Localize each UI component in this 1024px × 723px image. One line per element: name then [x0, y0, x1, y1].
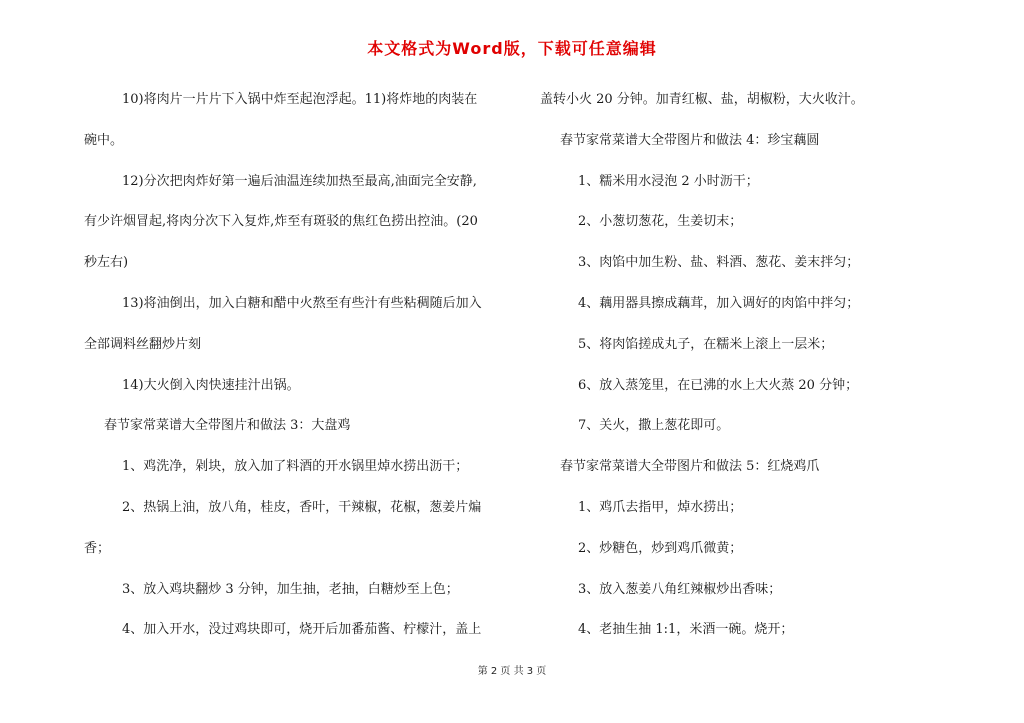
text-line: 1、糯米用水浸泡 2 小时沥干； — [578, 173, 759, 189]
text-line: 有少许烟冒起,将肉分次下入复炸,炸至有斑驳的焦红色捞出控油。(20 — [84, 214, 478, 230]
section-heading: 春节家常菜谱大全带图片和做法 5：红烧鸡爪 — [560, 459, 820, 475]
text-line: 香； — [84, 540, 111, 556]
text-line: 1、鸡洗净，剁块，放入加了料酒的开水锅里焯水捞出沥干； — [122, 459, 469, 475]
document-header-title: 本文格式为Word版，下载可任意编辑 — [367, 39, 657, 58]
right-text-column — [540, 80, 880, 651]
text-line: 13)将油倒出，加入白糖和醋中火熬至有些汁有些粘稠随后加入 — [122, 295, 482, 311]
text-line: 2、炒糖色，炒到鸡爪微黄； — [578, 540, 743, 556]
text-line: 碗中。 — [84, 132, 124, 148]
text-line: 14)大火倒入肉快速挂汁出锅。 — [122, 377, 300, 393]
text-line: 3、放入鸡块翻炒 3 分钟，加生抽，老抽，白糖炒至上色； — [122, 581, 459, 597]
text-line: 4、藕用器具擦成藕茸，加入调好的肉馅中拌匀； — [578, 295, 860, 311]
text-line: 7、关火，撒上葱花即可。 — [578, 418, 730, 434]
text-line: 2、小葱切葱花，生姜切末； — [578, 214, 743, 230]
section-heading: 春节家常菜谱大全带图片和做法 3：大盘鸡 — [104, 418, 351, 434]
text-line: 4、加入开水，没过鸡块即可，烧开后加番茄酱、柠檬汁，盖上 — [122, 622, 482, 638]
left-text-column — [84, 80, 504, 651]
text-line: 2、热锅上油，放八角，桂皮，香叶，干辣椒，花椒，葱姜片煸 — [122, 499, 482, 515]
text-line: 6、放入蒸笼里，在已沸的水上大火蒸 20 分钟； — [578, 377, 859, 393]
text-line: 秒左右) — [84, 255, 129, 271]
text-line: 10)将肉片一片片下入锅中炸至起泡浮起。11)将炸地的肉装在 — [122, 92, 478, 107]
text-line: 盖转小火 20 分钟。加青红椒、盐，胡椒粉，大火收汁。 — [540, 92, 864, 107]
text-line: 5、将肉馅搓成丸子，在糯米上滚上一层米； — [578, 336, 834, 352]
page-number-footer: 第 2 页 共 3 页 — [477, 666, 547, 677]
text-line: 4、老抽生抽 1:1，米酒一碗。烧开； — [578, 622, 794, 638]
text-line: 全部调料丝翻炒片刻 — [84, 336, 202, 352]
text-line: 3、肉馅中加生粉、盐、料酒、葱花、姜末拌匀； — [578, 255, 860, 271]
text-line: 12)分次把肉炸好第一遍后油温连续加热至最高,油面完全安静, — [122, 173, 477, 189]
section-heading: 春节家常菜谱大全带图片和做法 4：珍宝藕圆 — [560, 132, 820, 148]
text-line: 1、鸡爪去指甲，焯水捞出； — [578, 499, 743, 515]
text-line: 3、放入葱姜八角红辣椒炒出香味； — [578, 581, 782, 597]
